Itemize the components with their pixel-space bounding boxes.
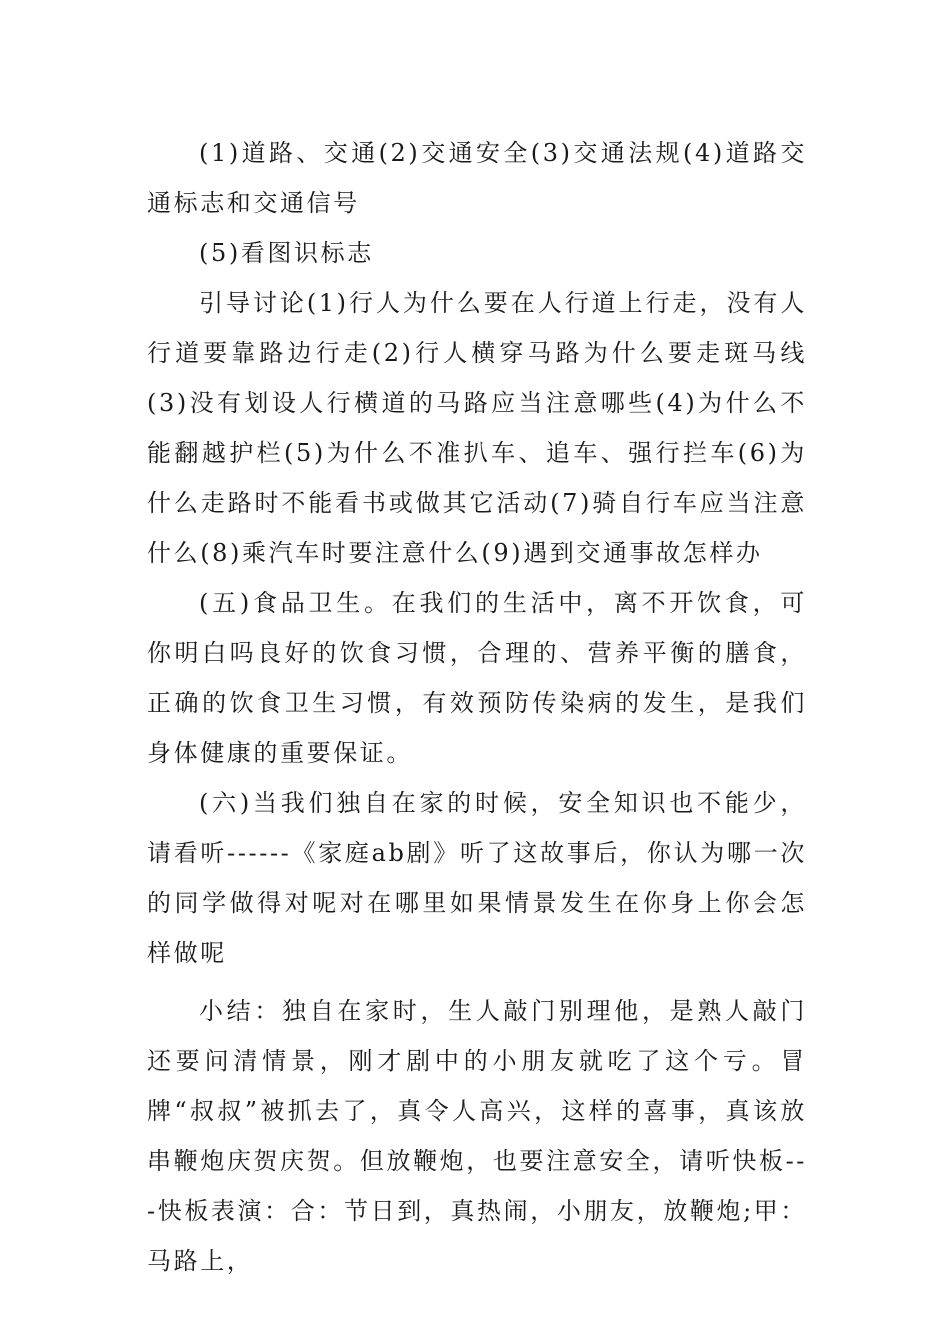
paragraph-traffic-topics: (1)道路、交通(2)交通安全(3)交通法规(4)道路交通标志和交通信号 [147,139,807,217]
paragraph-food-hygiene: (五)食品卫生。在我们的生活中，离不开饮食，可你明白吗良好的饮食习惯，合理的、营养平衡的膳食，正确的饮食卫生习惯，有效预防传染病的发生，是我们身体健康的重要保证。 [147,589,807,767]
paragraph-signs: (5)看图识标志 [199,239,374,267]
paragraph-summary: 小结：独自在家时，生人敲门别理他，是熟人敲门还要问清情景，刚才剧中的小朋友就吃了这个亏。冒牌“叔叔”被抓去了，真令人高兴，这样的喜事，真该放串鞭炮庆贺庆贺。但放鞭炮，也要注意安全，请听快板---快板表演：合：节日到，真热闹，小朋友，放鞭炮;甲：马路上， [147,997,807,1275]
paragraph-home-alone: (六)当我们独自在家的时候，安全知识也不能少，请看听------《家庭ab剧》听了这故事后，你认为哪一次的同学做得对呢对在哪里如果情景发生在你身上你会怎样做呢 [147,789,807,967]
paragraph-discussion: 引导讨论(1)行人为什么要在人行道上行走，没有人行道要靠路边行走(2)行人横穿马路为什么要走斑马线(3)没有划设人行横道的马路应当注意哪些(4)为什么不能翻越护栏(5)为什么不准扒车、追车、强行拦车(6)为什么走路时不能看书或做其它活动(7)骑自行车应当注意什么(8)乘汽车时要注意什么(9)遇到交通事故怎样办 [147,289,807,567]
document-body [147,128,807,1286]
